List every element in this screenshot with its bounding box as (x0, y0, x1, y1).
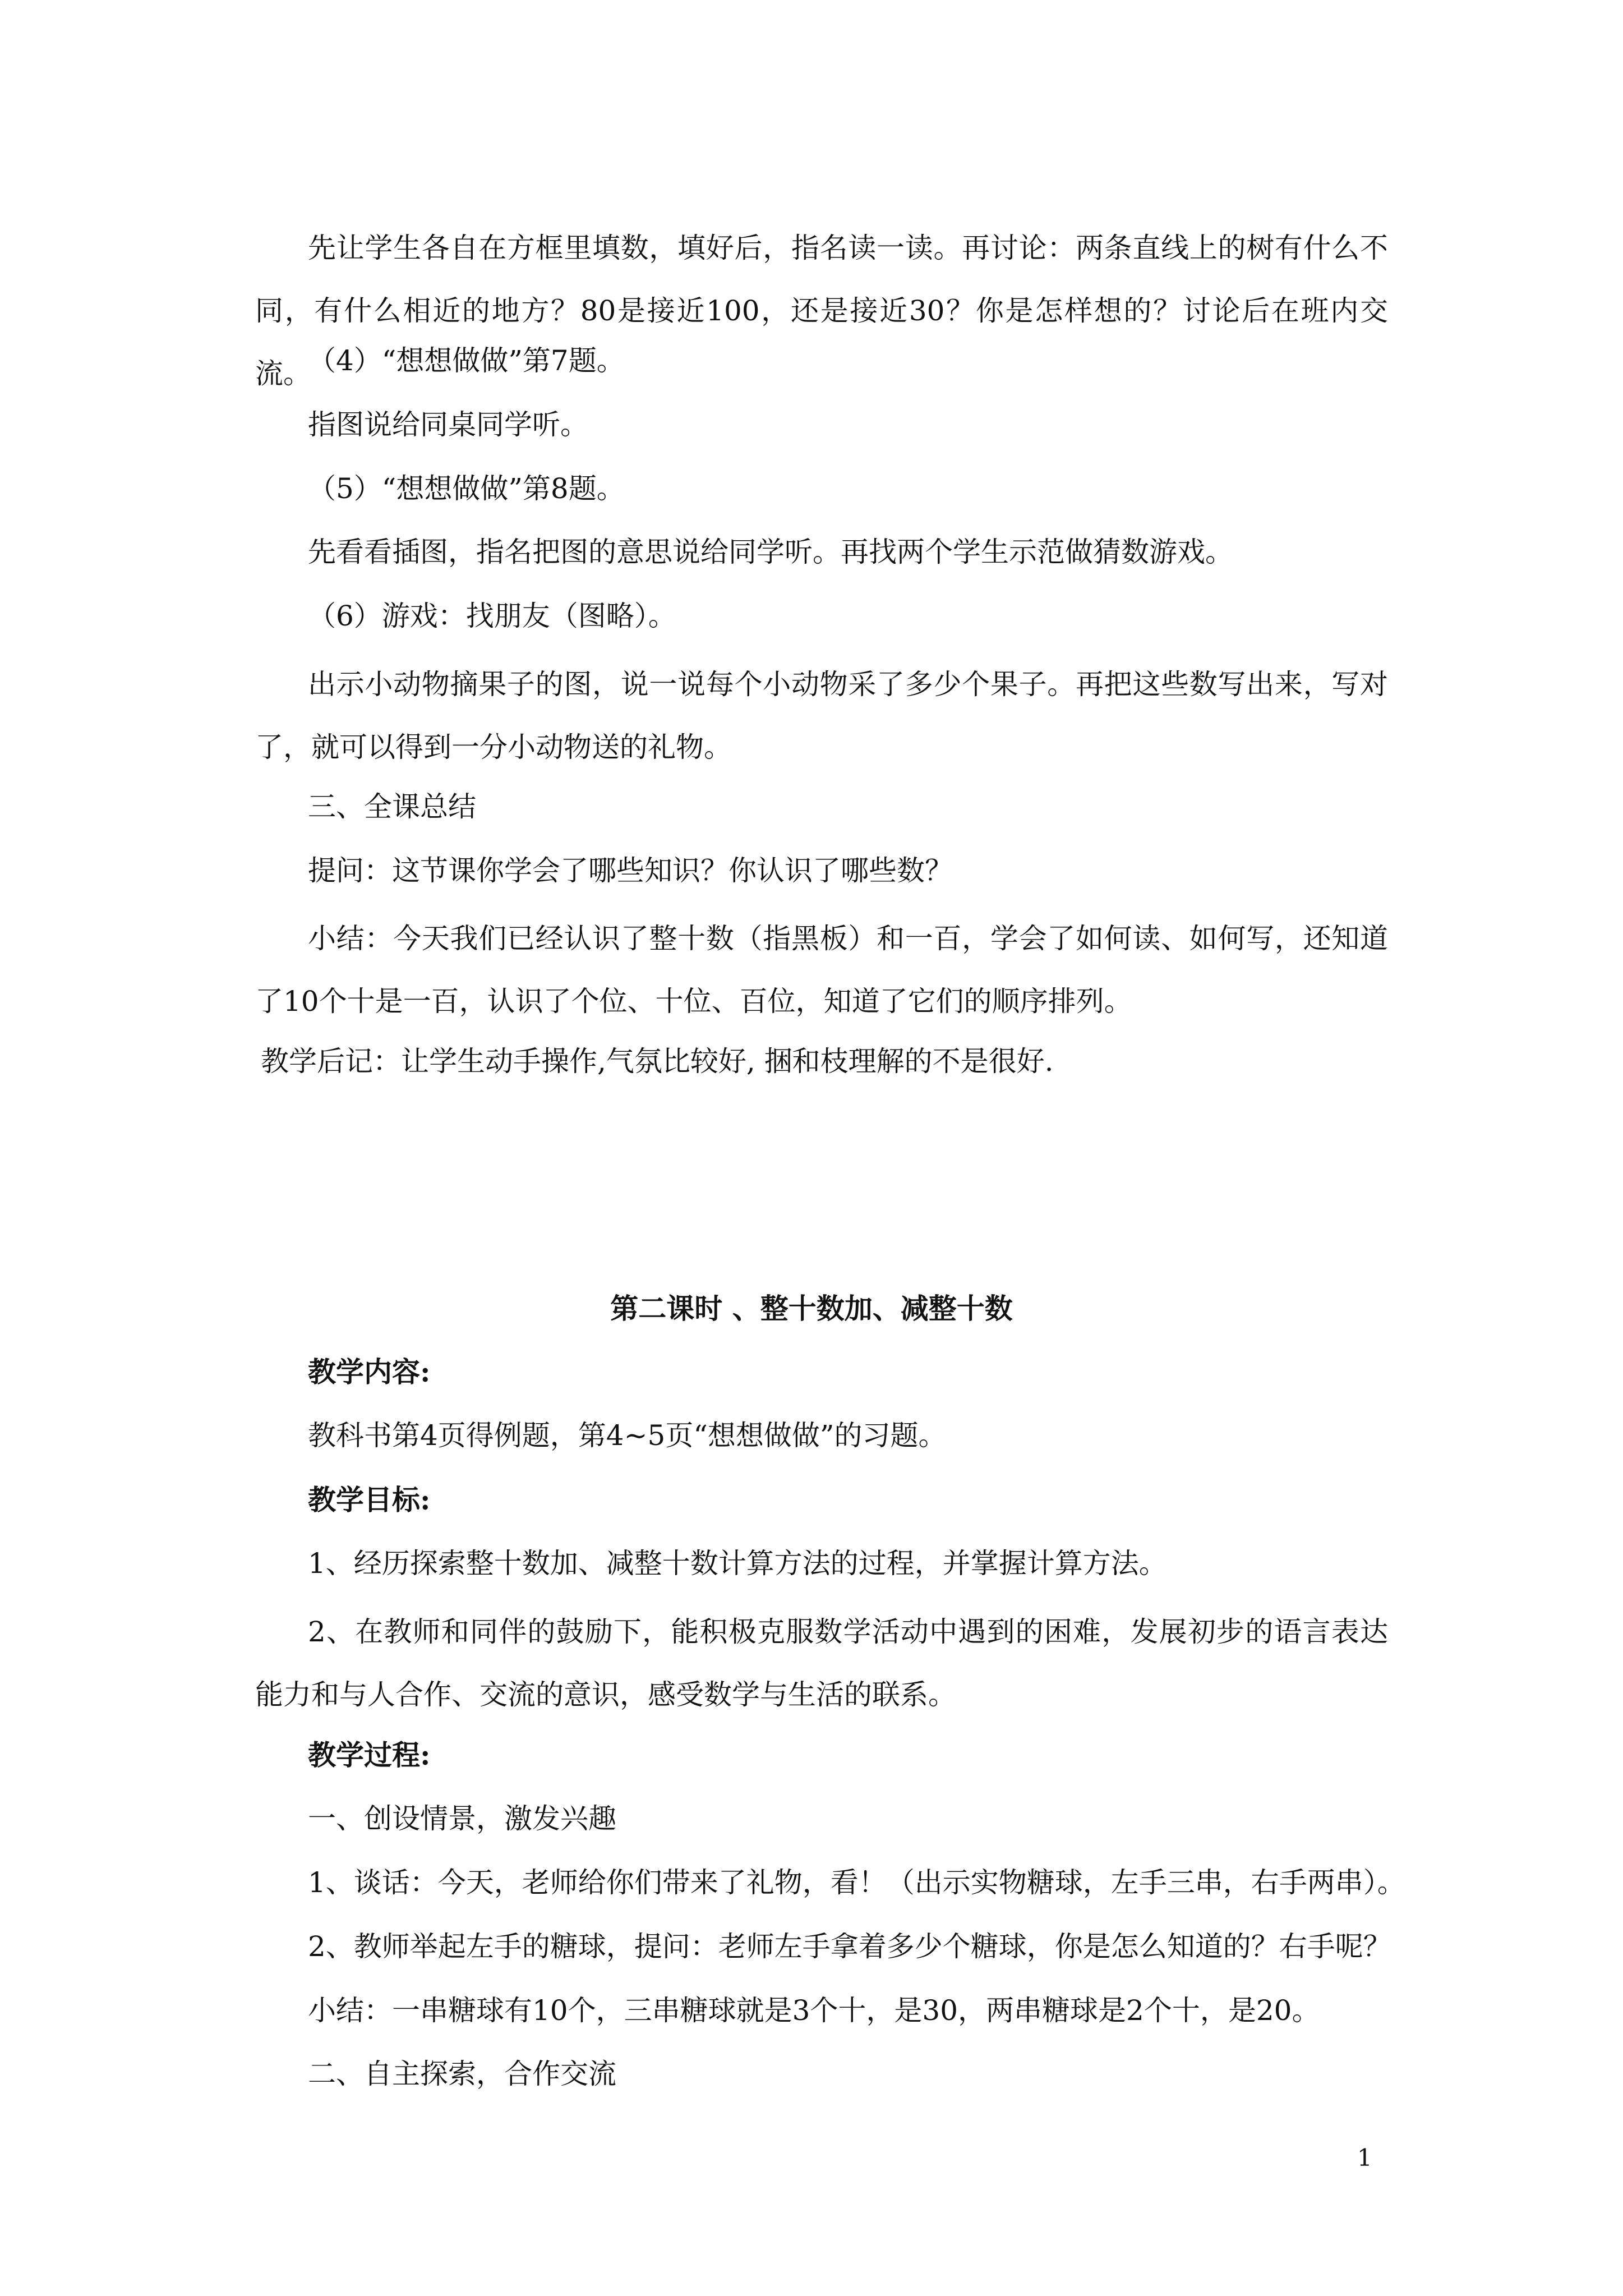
paragraph-lesson-summary-heading: 三、全课总结 (308, 790, 476, 823)
paragraph-process-5: 二、自主探索，合作交流 (308, 2058, 616, 2090)
paragraph-exercise-8: （5）“想想做做”第8题。 (308, 472, 625, 505)
paragraph-process-3: 2、教师举起左手的糖球，提问：老师左手拿着多少个糖球，你是怎么知道的？右手呢？ (308, 1930, 1391, 1963)
paragraph-point-and-tell: 指图说给同桌同学听。 (308, 408, 588, 441)
paragraph-guess-game: 先看看插图，指名把图的意思说给同学听。再找两个学生示范做猜数游戏。 (308, 536, 1233, 568)
paragraph-teaching-content: 教科书第4页得例题，第4~5页“想想做做”的习题。 (308, 1419, 947, 1452)
section-teaching-content: 教学内容: (308, 1355, 431, 1388)
section-teaching-goals: 教学目标: (308, 1483, 431, 1516)
page-number: 1 (1357, 2144, 1372, 2171)
paragraph-find-friends: （6）游戏：找朋友（图略）。 (308, 600, 676, 632)
paragraph-process-4: 小结：一串糖球有10个，三串糖球就是3个十，是30，两串糖球是2个十，是20。 (308, 1994, 1320, 2027)
paragraph-process-2: 1、谈话：今天，老师给你们带来了礼物，看！（出示实物糖球，左手三串，右手两串）。 (308, 1866, 1405, 1899)
paragraph-process-1: 一、创设情景，激发兴趣 (308, 1802, 616, 1835)
paragraph-question: 提问：这节课你学会了哪些知识？你认识了哪些数？ (308, 854, 953, 887)
paragraph-goal-1: 1、经历探索整十数加、减整十数计算方法的过程，并掌握计算方法。 (308, 1547, 1167, 1580)
paragraph-goal-2: 2、在教师和同伴的鼓励下，能积极克服数学活动中遇到的困难，发展初步的语言表达能力和与人合作、交流的意识，感受数学与生活的联系。 (255, 1616, 1388, 1711)
paragraph-exercise-7: （4）“想想做做”第7题。 (308, 344, 625, 377)
paragraph-animals-fruit: 出示小动物摘果子的图，说一说每个小动物采了多少个果子。再把这些数写出来，写对了，就可以得到一分小动物送的礼物。 (255, 668, 1388, 763)
section-teaching-process: 教学过程: (308, 1738, 431, 1772)
paragraph-summary: 小结：今天我们已经认识了整十数（指黑板）和一百，学会了如何读、如何写，还知道了10个十是一百，认识了个位、十位、百位，知道了它们的顺序排列。 (255, 922, 1388, 1018)
paragraph-teaching-notes: 教学后记：让学生动手操作,气氛比较好, 捆和枝理解的不是很好. (261, 1045, 1054, 1078)
lesson-title: 第二课时 、整十数加、减整十数 (610, 1292, 1013, 1325)
paragraph-tree-discussion: 先让学生各自在方框里填数，填好后，指名读一读。再讨论：两条直线上的树有什么不同，有什么相近的地方？80是接近100，还是接近30？你是怎样想的？讨论后在班内交流。 (255, 232, 1388, 390)
